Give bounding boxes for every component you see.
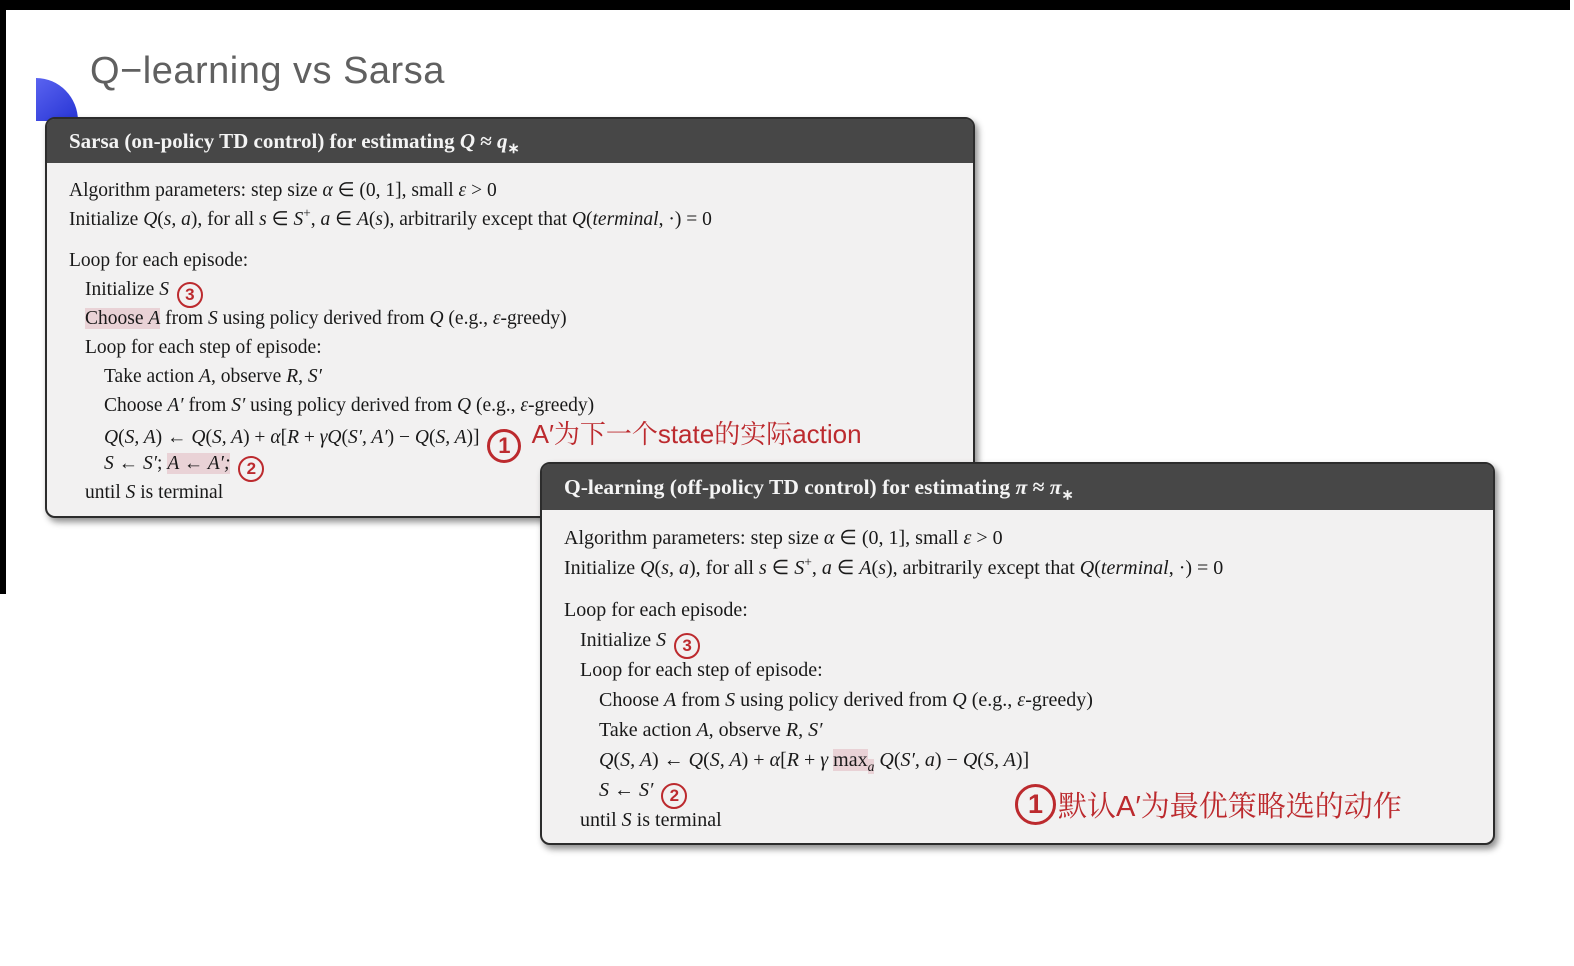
text-segment: -greedy) <box>528 395 595 416</box>
text-segment: Q <box>414 427 429 448</box>
text-segment: (e.g., <box>471 395 521 416</box>
text-segment: Q <box>879 749 894 771</box>
text-segment: Q <box>429 308 444 329</box>
text-segment: Loop for each step of episode: <box>580 659 823 681</box>
text-segment: Q <box>104 427 119 448</box>
text-segment: ∈ <box>330 209 357 230</box>
text-segment: ( <box>893 749 901 771</box>
text-segment <box>653 779 658 801</box>
text-segment: a <box>867 759 875 774</box>
text-segment: Initialize <box>564 557 641 579</box>
text-segment: > 0 <box>971 527 1003 549</box>
text-segment: is terminal <box>631 809 722 831</box>
text-segment: ( <box>1094 557 1101 579</box>
text-segment: ; <box>157 453 168 474</box>
algorithm-line <box>85 333 973 362</box>
text-segment: s <box>878 557 886 579</box>
text-segment: using policy derived from <box>245 395 457 416</box>
text-segment: , ·) = 0 <box>658 209 712 230</box>
text-segment: Q <box>640 557 655 579</box>
text-segment <box>666 629 671 651</box>
algorithm-line <box>85 304 973 333</box>
text-segment: , <box>798 719 809 741</box>
circled-number-1: 1 <box>1015 784 1056 825</box>
text-segment: Algorithm parameters: step size <box>564 527 824 549</box>
circled-number-3: 3 <box>177 282 203 308</box>
sarsa-header-text <box>69 128 520 157</box>
text-segment: is terminal <box>135 482 224 503</box>
text-segment: ) − <box>934 749 963 771</box>
text-segment: terminal <box>1100 557 1169 579</box>
text-segment: A <box>696 719 709 741</box>
text-segment: ε <box>963 527 972 549</box>
text-segment: Loop for each step of episode: <box>85 337 322 358</box>
text-segment: Q <box>143 209 158 230</box>
text-segment: terminal <box>592 209 659 230</box>
algorithm-line <box>104 391 973 420</box>
text-segment: ( <box>977 749 984 771</box>
text-segment: , <box>310 209 321 230</box>
text-segment: [ <box>280 427 288 448</box>
text-segment: ← <box>113 453 143 474</box>
text-segment: ) − <box>387 427 415 448</box>
text-segment: Take action <box>599 719 697 741</box>
qlearning-annotation <box>1015 784 1402 825</box>
text-segment: ( <box>428 427 436 448</box>
algorithm-line <box>69 246 973 275</box>
circled-number-2: 2 <box>661 783 687 809</box>
text-segment: A <box>664 689 677 711</box>
qlearning-header <box>542 464 1493 510</box>
text-segment: using policy derived from <box>735 689 953 711</box>
text-segment: S′, a <box>900 749 935 771</box>
algorithm-line <box>564 595 1493 625</box>
text-segment: s <box>259 209 267 230</box>
algorithm-line <box>104 419 973 458</box>
text-segment: Choose <box>85 308 149 329</box>
text-segment: -greedy) <box>500 308 567 329</box>
text-segment: Q <box>456 395 472 416</box>
text-segment: S′ <box>143 453 158 474</box>
text-segment: γ <box>820 749 829 771</box>
text-segment: S <box>725 689 736 711</box>
text-segment: S′, A′ <box>348 427 388 448</box>
text-segment: Choose <box>599 689 664 711</box>
text-segment: from <box>160 308 208 329</box>
text-segment: a <box>821 557 832 579</box>
window-border-top <box>0 0 1570 10</box>
text-segment: > 0 <box>466 180 497 201</box>
circled-number-1: 1 <box>487 429 521 463</box>
text-segment: ( <box>654 557 662 579</box>
text-segment: + <box>298 427 320 448</box>
text-segment: S <box>207 308 218 329</box>
text-segment: α <box>270 427 281 448</box>
text-segment: ε <box>520 395 529 416</box>
text-segment: Sarsa (on-policy TD control) for estimating <box>69 128 460 153</box>
text-segment: α <box>322 180 333 201</box>
text-segment: ( <box>118 427 125 448</box>
text-segment: S′ <box>639 779 654 801</box>
text-segment: ) ← <box>155 427 192 448</box>
text-segment: A ← A′; <box>167 453 231 474</box>
text-segment: π <box>1049 474 1062 499</box>
text-segment: using policy derived from <box>217 308 430 329</box>
text-segment: max <box>833 749 868 771</box>
text-segment: ≈ <box>475 128 498 153</box>
text-segment: S, A <box>212 427 244 448</box>
text-segment: ∈ <box>831 557 860 579</box>
text-segment: ∈ (0, 1], small <box>332 180 459 201</box>
text-segment: , ·) = 0 <box>1168 557 1224 579</box>
sarsa-header <box>47 119 973 163</box>
circled-number-2: 2 <box>238 456 264 482</box>
text-segment: Q <box>459 128 475 153</box>
circled-number-3: 3 <box>674 633 700 659</box>
text-segment: S <box>159 279 169 300</box>
text-segment: A′ <box>167 395 184 416</box>
text-segment: ) + <box>243 427 271 448</box>
text-segment: ∗ <box>507 140 520 157</box>
text-segment: + <box>804 554 812 570</box>
text-segment: ), arbitrarily except that <box>885 557 1080 579</box>
text-segment: S <box>293 209 304 230</box>
text-segment: Loop for each episode: <box>69 250 249 271</box>
annotation-text: 默认A′为最优策略选的动作 <box>1058 791 1402 823</box>
text-segment: R <box>287 427 299 448</box>
algorithm-line <box>599 715 1493 745</box>
text-segment: S, A <box>983 749 1016 771</box>
algorithm-line <box>69 176 973 205</box>
text-segment: Q-learning (off-policy TD control) for estimating <box>564 474 1016 499</box>
text-segment: ∈ <box>766 557 795 579</box>
qlearning-header-text <box>564 474 1074 503</box>
text-segment: ( <box>613 749 621 771</box>
text-segment: until <box>580 809 622 831</box>
text-segment: -greedy) <box>1025 689 1093 711</box>
text-segment: ) + <box>741 749 770 771</box>
text-segment: ), arbitrarily except that <box>382 209 572 230</box>
text-segment: Q <box>571 209 587 230</box>
text-segment: Initialize <box>580 629 657 651</box>
text-segment: Choose <box>104 395 168 416</box>
text-segment <box>230 453 235 474</box>
text-segment: )] <box>466 427 485 448</box>
algorithm-line <box>599 685 1493 715</box>
algorithm-line <box>104 362 973 391</box>
text-segment: (e.g., <box>443 308 493 329</box>
text-segment: Q <box>688 749 704 771</box>
text-segment: ( <box>341 427 349 448</box>
text-segment: A <box>199 366 211 387</box>
text-segment: ( <box>703 749 710 771</box>
annotation-text: A′为下一个state的实际action <box>524 419 862 449</box>
algorithm-line <box>599 745 1493 775</box>
title-accent-icon <box>36 78 78 121</box>
text-segment: S, A <box>620 749 652 771</box>
text-segment: s, a <box>661 557 689 579</box>
text-segment: A <box>356 209 369 230</box>
algorithm-line <box>580 655 1493 685</box>
algorithm-line <box>564 553 1493 583</box>
text-segment: ε <box>492 308 501 329</box>
text-segment: Initialize <box>85 279 160 300</box>
text-segment: Q <box>191 427 206 448</box>
algorithm-line <box>580 625 1493 655</box>
algorithm-line <box>85 275 973 304</box>
text-segment: S <box>794 557 805 579</box>
text-segment: ( <box>157 209 164 230</box>
text-segment: S′ <box>231 395 246 416</box>
text-segment: (e.g., <box>966 689 1018 711</box>
text-segment: Initialize <box>69 209 144 230</box>
text-segment: Q <box>952 689 967 711</box>
text-segment: s <box>375 209 383 230</box>
text-segment: , observe <box>708 719 786 741</box>
algorithm-line <box>69 205 973 234</box>
text-segment: , <box>298 366 308 387</box>
text-segment: q <box>497 128 508 153</box>
text-segment: π <box>1015 474 1028 499</box>
window-border-left <box>0 0 6 594</box>
text-segment: Take action <box>104 366 200 387</box>
page-title: Q−learning vs Sarsa <box>90 50 445 92</box>
text-segment: Algorithm parameters: step size <box>69 180 323 201</box>
text-segment: s <box>758 557 767 579</box>
text-segment: S, A <box>709 749 742 771</box>
text-segment: ∗ <box>1061 486 1074 503</box>
text-segment: + <box>798 749 821 771</box>
text-segment: S, A <box>124 427 156 448</box>
text-segment: S <box>104 453 114 474</box>
text-segment: ≈ <box>1027 474 1050 499</box>
text-segment: Loop for each episode: <box>564 599 748 621</box>
text-segment: α <box>823 527 835 549</box>
text-segment: Q <box>599 749 614 771</box>
text-segment: S <box>656 629 667 651</box>
text-segment: Q <box>1079 557 1095 579</box>
text-segment: S′ <box>307 366 322 387</box>
text-segment: S′ <box>808 719 823 741</box>
text-segment <box>169 279 174 300</box>
text-segment: ε <box>458 180 467 201</box>
text-segment: Q <box>962 749 978 771</box>
algorithm-line <box>564 523 1493 553</box>
text-segment: ← <box>609 779 639 801</box>
text-segment: R <box>785 719 799 741</box>
text-segment: S, A <box>435 427 467 448</box>
qlearning-algorithm-box <box>540 462 1495 845</box>
text-segment: ( <box>586 209 593 230</box>
text-segment: ), for all <box>689 557 759 579</box>
sarsa-body <box>47 163 973 507</box>
text-segment: s, a <box>163 209 191 230</box>
text-segment: until <box>85 482 126 503</box>
text-segment: ε <box>1017 689 1026 711</box>
text-segment: + <box>303 205 311 221</box>
text-segment: from <box>676 689 726 711</box>
text-segment: ( <box>368 209 376 230</box>
text-segment: ∈ <box>266 209 294 230</box>
text-segment: ∈ (0, 1], small <box>834 527 964 549</box>
sarsa-algorithm-box <box>45 117 975 518</box>
text-segment: a <box>320 209 331 230</box>
text-segment: ) ← <box>651 749 689 771</box>
text-segment: A <box>859 557 872 579</box>
text-segment: ( <box>205 427 212 448</box>
text-segment: S <box>621 809 632 831</box>
text-segment: [ <box>780 749 787 771</box>
text-segment: α <box>769 749 781 771</box>
text-segment: R <box>286 366 299 387</box>
text-segment: , observe <box>210 366 287 387</box>
text-segment: from <box>183 395 232 416</box>
text-segment: R <box>786 749 799 771</box>
text-segment: S <box>125 482 136 503</box>
text-segment: , <box>811 557 822 579</box>
text-segment: ( <box>871 557 879 579</box>
text-segment: γQ <box>319 427 342 448</box>
text-segment: S <box>599 779 609 801</box>
text-segment: )] <box>1015 749 1030 771</box>
text-segment: A <box>148 308 161 329</box>
text-segment: ), for all <box>190 209 260 230</box>
